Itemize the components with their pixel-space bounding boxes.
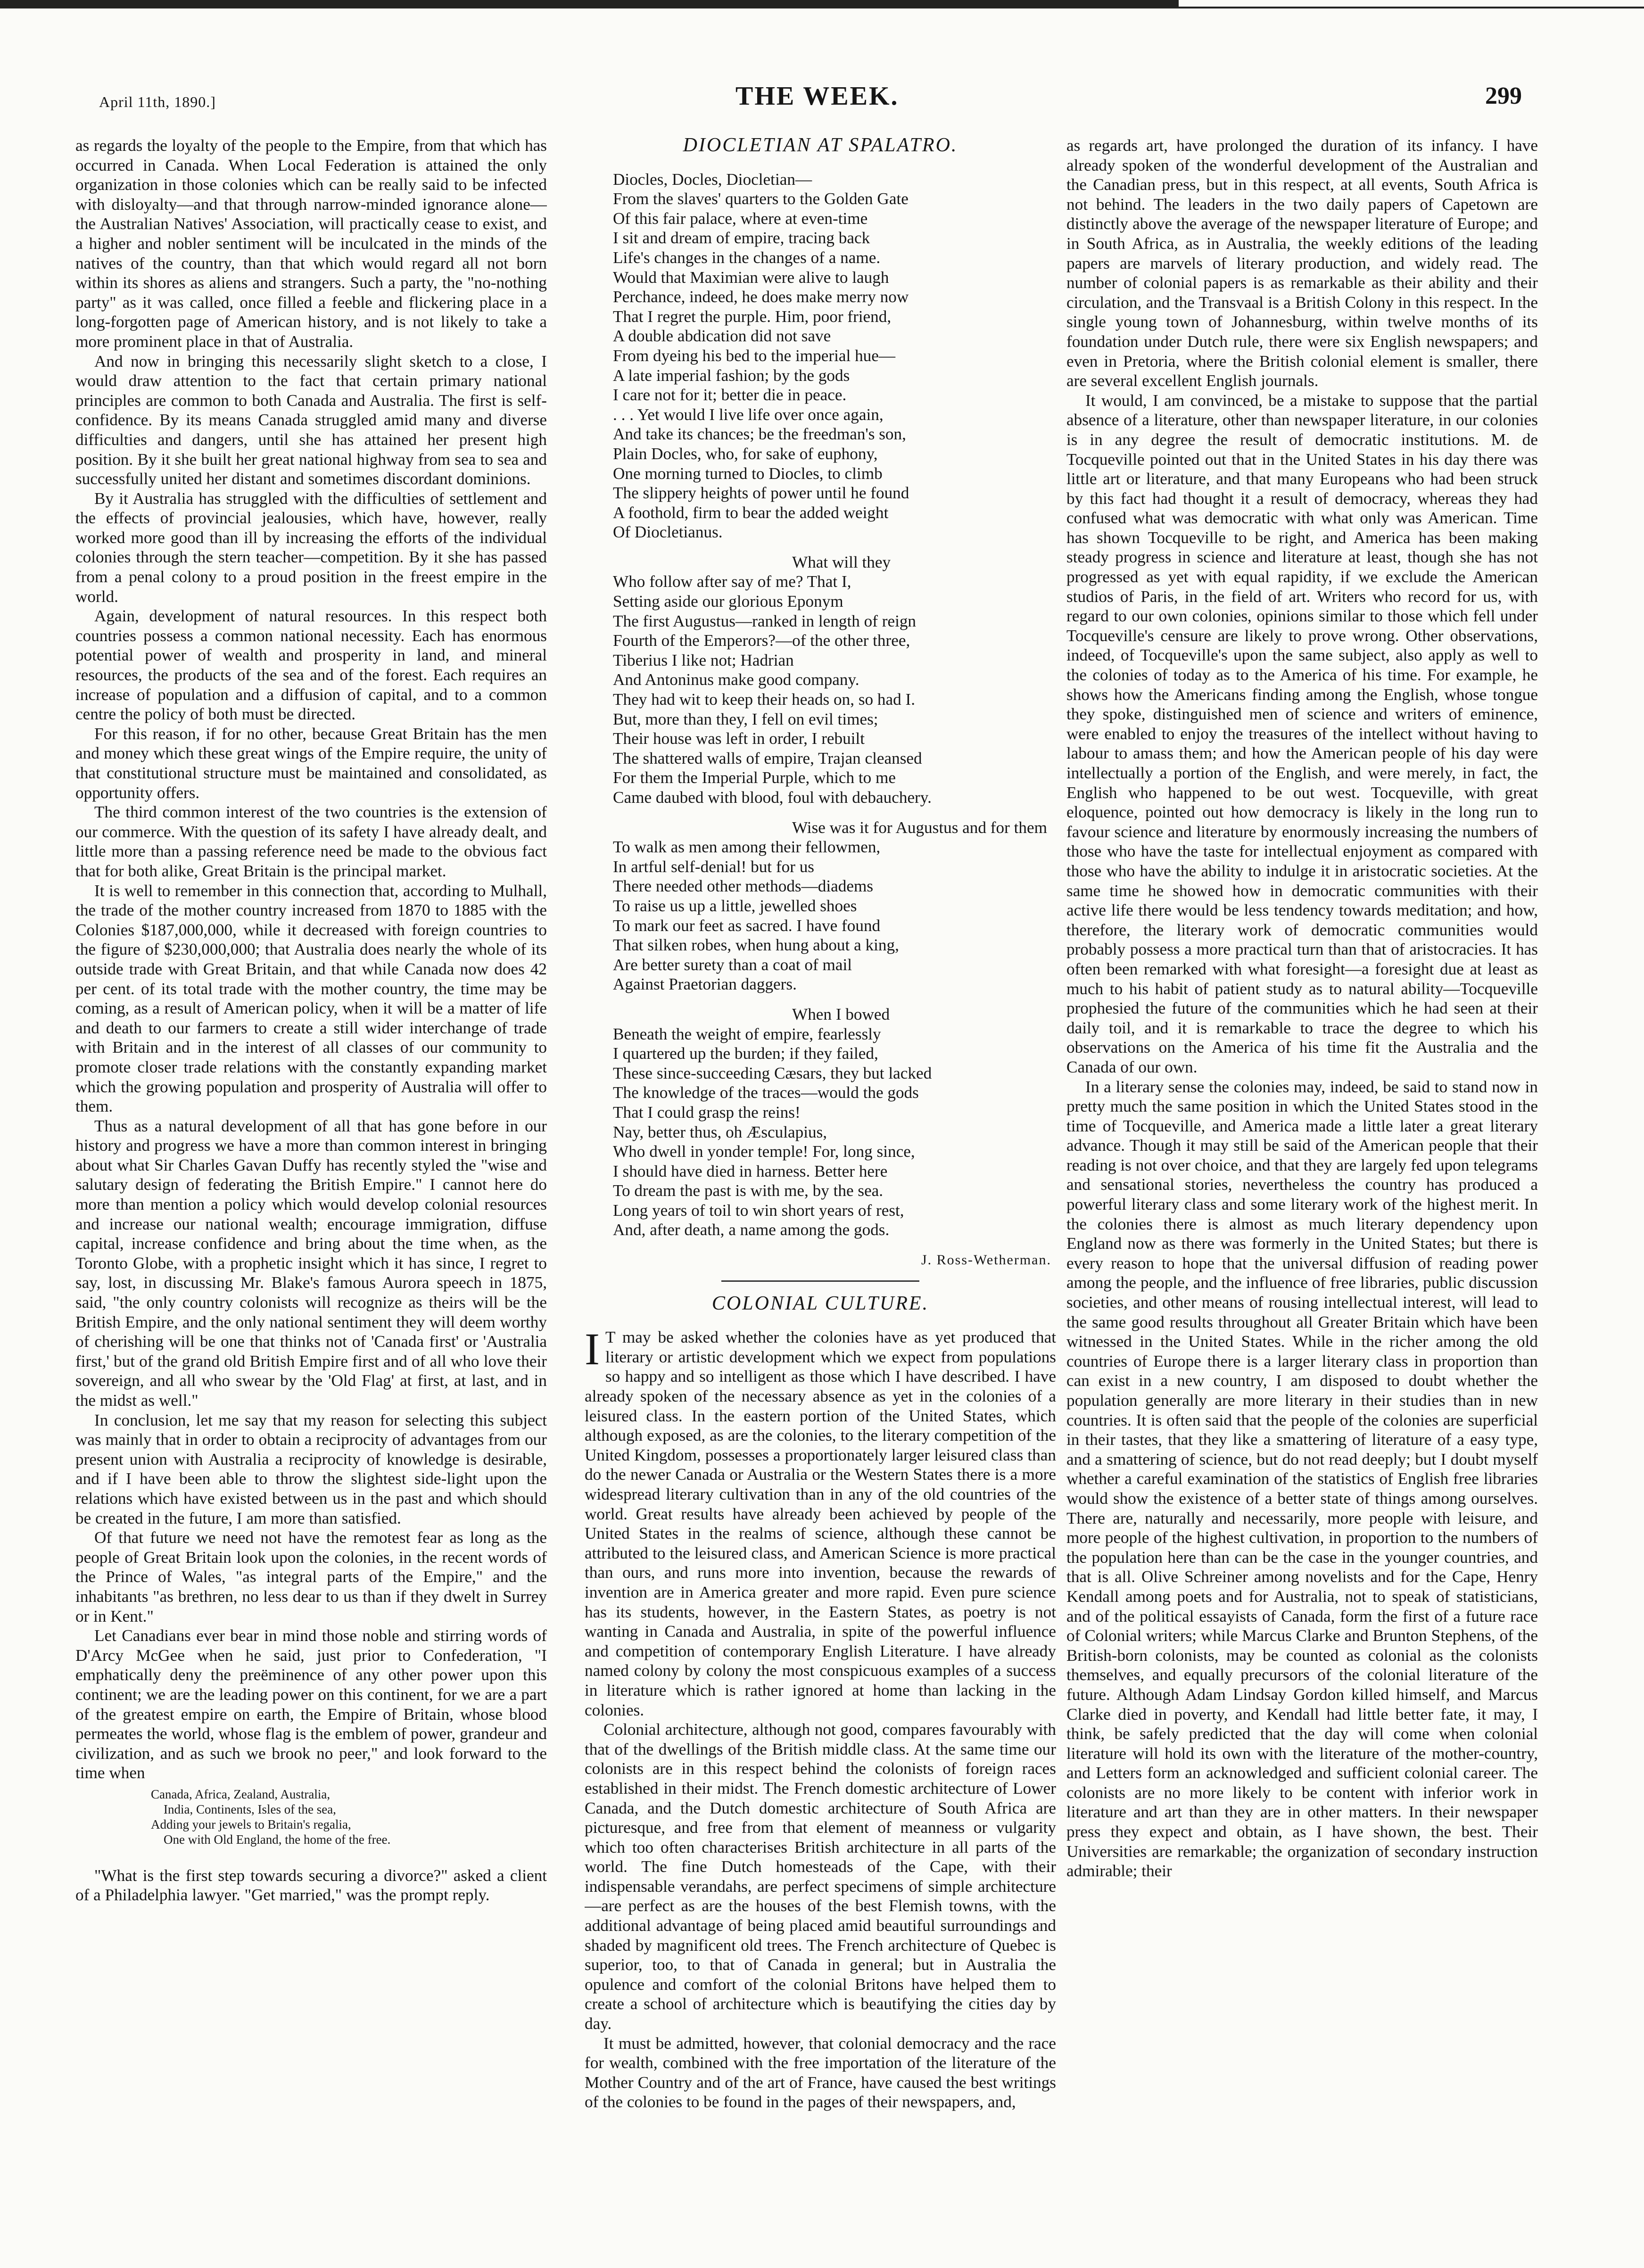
- poem-line: To dream the past is with me, by the sea.: [613, 1181, 884, 1200]
- column-2: [585, 136, 1056, 2224]
- poem-line: And take its chances; be the freedman's son,: [613, 425, 906, 444]
- poem-line: A double abdication did not save: [613, 327, 831, 346]
- poem-line: The first Augustus—ranked in length of reign: [613, 611, 917, 630]
- essay-paragraph: It must be admitted, however, that colonial democracy and the race for wealth, combined with the free importation of the literature of the Mother Country and of the art of France, have caused the best writings of the colonies to be found in the pages of their newspapers, and,: [585, 2034, 1056, 2111]
- essay-paragraph: In a literary sense the colonies may, indeed, be said to stand now in pretty much the same position in which the United States stood in the time of Tocqueville, and America made a little later a great literary advance. Though it may still be said of the American people that their reading is not over choice, and that they are largely fed upon telegrams and sensational stories, nevertheless the country has produced a powerful literary class and some literary work of the highest merit. In the colonies there is almost as much literary dependency upon England now as there was formerly in the United States; but there is every reason to hope that the universal diffusion of reading power among the people, and the influence of free libraries, public discussion societies, and other means of rousing intellectual interest, will lead to the same good results throughout all Greater Britain which have been witnessed in the United States. While in the richer among the old countries of Europe there is a larger literary class in proportion than can exist in a new country, I am disposed to doubt whether the population generally are more literary in their studies than in new countries. It is often said that the people of the colonies are superficial in their tastes, that they like a smattering of literature of a easy type, and a smattering of science, but do not read deeply; but I doubt myself whether a careful examination of the statistics of English free libraries would show the existence of a better state of things among ourselves. There are, naturally and necessarily, more people with leisure, and more people of the highest cultivation, in proportion to the numbers of the population here than can be the case in the younger countries, and that is all. Olive Schreiner among novelists and for the Cape, Henry Kendall among poets and for Australia, not to speak of statisticians, and of the political essayists of Canada, form the first of a future race of Colonial writers; while Marcus Clarke and Brunton Stephens, of the British-born colonists, may be counted as colonial as the colonists themselves, and equally precursors of the colonial literature of the future. Although Adam Lindsay Gordon killed himself, and Marcus Clarke died in poverty, and Kendall had little better fate, it may, I think, be safely predicted that the day will come when colonial literature will hold its own with the literature of the mother-country, and Letters form an acknowledged and sufficient colonial career. The colonists are no more likely to be content with inferior work in literature and art than they are in other matters. In their newspaper press they expect and obtain, as I have shown, the best. Their Universities are remarkable; the organization of secondary instruction admirable; their: [1066, 1077, 1538, 1880]
- poem-line: Fourth of the Emperors?—of the other three,: [613, 631, 910, 650]
- poem-line: There needed other methods—diadems: [613, 877, 874, 896]
- poem-line: Of this fair palace, where at even-time: [613, 209, 868, 228]
- essay-paragraph-text: T may be asked whether the colonies have as yet produced that literary or artistic development which we expect from populations so happy and so intelligent as those which I have described. I have already spoken of the necessary absence as yet in the colonies of a leisured class. In the eastern portion of the United States, which although exposed, as are the colonies, to the literary competition of the United Kingdom, possesses a proportionately larger leisured class than do the newer Canada or Australia or the Western States there is a more widespread literary cultivation than in any of the old countries of the world. Great results have already been achieved by people of the United States in the realms of science, although these cannot be attributed to the leisured class, and American Science is more practical than ours, and runs more into invention, because the rewards of invention are in America greater and more rapid. Even pure science has its students, however, in the Eastern States, as poetry is not wanting in Canada and Australia, in spite of the powerful influence and competition of contemporary English Literature. I have already named colony by colony the most conspicuous examples of a success in literature which is rather ignored at home than lacking in the colonies.: [585, 1328, 1056, 1719]
- poem-stanza: [613, 1005, 1056, 1240]
- poem-line: A late imperial fashion; by the gods: [613, 366, 850, 385]
- article-paragraph: Let Canadians ever bear in mind those noble and stirring words of D'Arcy McGee when he said, just prior to Confederation, "I emphatically deny the preëminence of any other power upon this continent; we are the leading power on this continent, for we are a part of the greatest empire on earth, the Empire of Britain, whose blood permeates the world, whose flag is the emblem of power, grandeur and civilization, and as such we brook no peer," and look forward to the time when: [75, 1626, 547, 1782]
- poem-line: Who dwell in yonder temple! For, long since,: [613, 1142, 915, 1161]
- poem-line: Against Praetorian daggers.: [613, 975, 797, 994]
- poem-line: From dyeing his bed to the imperial hue—: [613, 346, 896, 365]
- poem-line: To raise us up a little, jewelled shoes: [613, 896, 857, 915]
- poem-line: From the slaves' quarters to the Golden Gate: [613, 190, 909, 208]
- poem-line: I care not for it; better die in peace.: [613, 386, 847, 404]
- article-paragraph: For this reason, if for no other, because Great Britain has the men and money which these great wings of the Empire require, the unity of that constitutional structure must be maintained and consolidated, as opportunity offers.: [75, 724, 547, 802]
- poem-line: Perchance, indeed, he does make merry now: [613, 288, 909, 306]
- poem-line: The shattered walls of empire, Trajan cleansed: [613, 749, 922, 767]
- page-header: [71, 71, 1542, 123]
- poem-line: . . . Yet would I live life over once again,: [613, 405, 884, 424]
- poem-line: Who follow after say of me? That I,: [613, 572, 851, 591]
- poem-line: And, after death, a name among the gods.: [613, 1221, 890, 1239]
- column-3: [1066, 136, 1538, 2224]
- essay-title: COLONIAL CULTURE.: [711, 1292, 929, 1314]
- article-paragraph: Of that future we need not have the remotest fear as long as the people of Great Britain look upon the colonies, in the recent words of the Prince of Wales, "as integral parts of the Empire," and the inhabitants "as brethren, no less dear to us than if they dwelt in Surrey or in Kent.": [75, 1528, 547, 1625]
- poem-line: I should have died in harness. Better here: [613, 1162, 888, 1180]
- verse-line: Adding your jewels to Britain's regalia,: [151, 1817, 351, 1831]
- poem-line: Beneath the weight of empire, fearlessly: [613, 1024, 881, 1043]
- poem-line: That silken robes, when hung about a king,: [613, 936, 899, 955]
- page-number: 299: [1485, 82, 1522, 109]
- issue-date: April 11th, 1890.]: [99, 93, 216, 110]
- poem-line: I sit and dream of empire, tracing back: [613, 229, 870, 247]
- essay-paragraph: as regards art, have prolonged the duration of its infancy. I have already spoken of the wonderful development of the Australian and the Canadian press, but in this respect, at all events, South Africa is not behind. The leaders in the two daily papers of Capetown are distinctly above the average of the newspaper literature of Europe; and in South Africa, as in Australia, the weekly editions of the leading papers are marvels of literary production, and widely read. The number of colonial papers is as remarkable as their ability and their circulation, and the Transvaal is a British Colony in this respect. In the single young town of Johannesburg, within twelve months of its foundation under Dutch rule, there were six English newspapers; and even in Pretoria, where the British colonial element is smaller, there are several excellent English journals.: [1066, 136, 1538, 390]
- poem-line: That I could grasp the reins!: [613, 1103, 801, 1122]
- poem-line: To walk as men among their fellowmen,: [613, 838, 881, 857]
- article-paragraph: as regards the loyalty of the people to the Empire, from that which has occurred in Canada. When Local Federation is attained the only organization in those colonies which can be really said to be infected with disloyalty—and that through narrow-minded ignorance alone—the Australian Natives' Association, will practically cease to exist, and a higher and nobler sentiment will be inculcated in the minds of the natives of the country, than that which would regard all not born within its shores as aliens and strangers. Such a party, the "no-nothing party" as it was called, once filled a feeble and flickering place in a long-forgotten page of American history, and is not likely to take a more prominent place in that of Australia.: [75, 136, 547, 351]
- poem-line: And Antoninus make good company.: [613, 670, 859, 689]
- poem-line: For them the Imperial Purple, which to me: [613, 768, 896, 787]
- poem-stanza: [613, 553, 1056, 808]
- poem-line: The slippery heights of power until he found: [613, 484, 909, 503]
- poem-stanza: [613, 818, 1056, 994]
- article-paragraph: The third common interest of the two countries is the extension of our commerce. With the question of its safety I have already dealt, and little more than a passing reference need be made to the obvious fact that for both alike, Great Britain is the principal market.: [75, 803, 547, 880]
- poem-line: One morning turned to Diocles, to climb: [613, 464, 883, 483]
- poem-stanza: [613, 170, 1056, 542]
- poem-line: Of Diocletianus.: [613, 523, 723, 542]
- poem-line: Are better surety than a coat of mail: [613, 955, 852, 974]
- poem-line: Setting aside our glorious Eponym: [613, 592, 843, 611]
- poem-line: Diocles, Docles, Diocletian—: [613, 170, 812, 189]
- poem-line: In artful self-denial! but for us: [613, 857, 814, 876]
- poem-line: When I bowed: [792, 1005, 890, 1023]
- anecdote: "What is the first step towards securing a divorce?" asked a client of a Philadelphia lawyer. "Get married," was the prompt reply.: [75, 1866, 547, 1905]
- essay-paragraph: It would, I am convinced, be a mistake to suppose that the partial absence of a literature, other than newspaper literature, in our colonies is in any degree the result of democratic institutions. M. de Tocqueville pointed out that in the United States in his day there was little art or literature, and that many Europeans who had been struck by this fact had thought it a result of democracy, whereas they had confused what was democratic with what only was American. Time has shown Tocqueville to be right, and America has been making steady progress in science and literature at least, though she has not progressed as yet with equal rapidity, if we exclude the American studios of Paris, in the field of art. Writers who record for us, with regard to our own colonies, opinions similar to those which fell under Tocqueville's censure are likely to prove wrong. Other observations, indeed, of Tocqueville's upon the same subject, also apply as well to the colonies of today as to the America of his time. For example, he shows how the Americans finding among the English, whose tongue they spoke, distinguished men of science and writers of eminence, were enabled to enjoy the treasures of the intellect without having to labour to amass them; and how the American people of his day were intellectually a portion of the English, and were merely, in fact, the English who happened to be out west. Tocqueville, with great eloquence, pointed out how democracy is likely in the long run to favour science and literature by enormously increasing the numbers of those who have the taste for intellectual enjoyment as compared with those who have the ability to indulge it in aristocratic societies. At the same time he showed how in democratic communities with their active life there would be less tendency towards meditation; and how, therefore, the literary work of democratic communities would probably possess a more practical turn than that of aristocracies. It has often been remarked with what foresight—a foresight due at least as much to his habit of patient study as to natural ability—Tocqueville prophesied the future of the communities which he had seen at their daily toil, and it is remarkable to trace the degree to which his observations on the America of his time fit the Australia and the Canada of our own.: [1066, 391, 1538, 1076]
- poem-line: Wise was it for Augustus and for them: [792, 818, 1047, 837]
- poem-line: These since-succeeding Cæsars, they but lacked: [613, 1064, 932, 1082]
- article-paragraph: Again, development of natural resources. In this respect both countries possess a common national necessity. Each has enormous potential power of wealth and prosperity in land, and mineral resources, the products of the sea and of the forest. Each requires an increase of population and a diffusion of capital, and to a common centre the policy of both must be directed.: [75, 607, 547, 724]
- column-1: [75, 136, 547, 2224]
- verse-line: India, Continents, Isles of the sea,: [151, 1802, 336, 1816]
- article-paragraph: And now in bringing this necessarily slight sketch to a close, I would draw attention to the fact that certain primary national principles are common to both Canada and Australia. The first is self-confidence. By its means Canada struggled amid many and diverse difficulties and dangers, until she has attained her present high position. By it she built her great national highway from sea to sea and successfully united her distant and sometimes discordant dominions.: [75, 352, 547, 488]
- article-paragraph: By it Australia has struggled with the difficulties of settlement and the effects of provincial jealousies, which have, however, really worked more good than ill by increasing the efforts of the individual colonies through the stern teacher—competition. By it she has passed from a penal colony to a proud position in the freest empire in the world.: [75, 489, 547, 606]
- section-divider: [721, 1280, 919, 1282]
- poem-line: What will they: [792, 553, 891, 571]
- poem-line: They had wit to keep their heads on, so had I.: [613, 690, 916, 709]
- article-paragraph: It is well to remember in this connection that, according to Mulhall, the trade of the mother country increased from 1870 to 1885 with the Colonies $187,000,000, while it decreased with foreign countries to the figure of $230,000,000; that Australia does nearly the whole of its outside trade with Great Britain, and that while Canada now does 42 per cent. of its total trade with the mother country, the time may be coming, as a result of American policy, when it will be a matter of life and death to our farmers to create a still wider interchange of trade with Britain and in the interest of all classes of our community to promote closer trade relations with the constantly expanding market which the growing population and prosperity of Australia will offer to them.: [75, 881, 547, 1116]
- quoted-verse: [75, 1787, 547, 1847]
- poem-line: But, more than they, I fell on evil times;: [613, 709, 878, 728]
- poem-line: Their house was left in order, I rebuilt: [613, 729, 865, 748]
- publication-title: THE WEEK.: [735, 82, 899, 111]
- poem-line: A foothold, firm to bear the added weight: [613, 503, 889, 522]
- essay-paragraph: Colonial architecture, although not good, compares favourably with that of the dwellings of the British middle class. At the same time our colonists are in this respect behind the colonists of foreign races established in their midst. The French domestic architecture of Lower Canada, and the Dutch domestic architecture of South Africa are picturesque, and free from that element of meanness or vulgarity which too often characterises British architecture in all parts of the world. The fine Dutch homesteads of the Cape, with their indispensable verandahs, are perfect specimens of simple architecture—are perfect as are the houses of the best Flemish towns, with the additional advantage of being placed amid beautiful surroundings and shaded by magnificent old trees. The French architecture of Quebec is superior, too, to that of Canada in general; but in Australia the opulence and comfort of the colonial Britons have helped them to create a school of architecture which is beautifying the cities day by day.: [585, 1720, 1056, 2033]
- poem-line: Long years of toil to win short years of rest,: [613, 1201, 904, 1220]
- verse-line: One with Old England, the home of the free.: [151, 1832, 391, 1847]
- poem-title: DIOCLETIAN AT SPALATRO.: [683, 136, 958, 156]
- poem-line: Would that Maximian were alive to laugh: [613, 268, 889, 287]
- poem-line: The knowledge of the traces—would the gods: [613, 1083, 919, 1102]
- poem-line: To mark our feet as sacred. I have found: [613, 916, 881, 935]
- poem-line: Plain Docles, who, for sake of euphony,: [613, 444, 878, 463]
- drop-cap: I: [585, 1324, 600, 1375]
- essay-paragraph: [585, 1324, 1056, 1720]
- top-border-gap: [1179, 0, 1644, 7]
- poem-line: That I regret the purple. Him, poor friend,: [613, 307, 892, 326]
- poem-line: Nay, better thus, oh Æsculapius,: [613, 1122, 827, 1141]
- poem-author: J. Ross-Wetherman.: [921, 1252, 1051, 1268]
- article-paragraph: In conclusion, let me say that my reason for selecting this subject was mainly that in order to obtain a reciprocity of advantages from our present union with Australia a reciprocity of knowledge is desirable, and if I have been able to throw the slightest side-light upon the relations which have existed between us in the past and which should be created in the future, I am more than satisfied.: [75, 1410, 547, 1527]
- poem-line: I quartered up the burden; if they failed,: [613, 1044, 878, 1063]
- poem-line: Came daubed with blood, foul with debauchery.: [613, 788, 932, 807]
- poem-line: Life's changes in the changes of a name.: [613, 248, 881, 267]
- verse-line: Canada, Africa, Zealand, Australia,: [151, 1787, 330, 1801]
- poem-line: Tiberius I like not; Hadrian: [613, 651, 794, 669]
- article-paragraph: Thus as a natural development of all that has gone before in our history and progress we have a more than common interest in bringing about what Sir Charles Gavan Duffy has recently styled the "wise and salutary design of federating the British Empire." I cannot here do more than mention a policy which would develop colonial resources and increase our national wealth; encourage immigration, diffuse capital, increase confidence and bring about the time when, as the Toronto Globe, with a prophetic insight which it has since, I regret to say, lost, in discussing Mr. Blake's famous Aurora speech in 1875, said, "the only country colonists will recognize as theirs will be the British Empire, and the only national sentiment they will deem worthy of cherishing will be one that thinks not of 'Canada first' or 'Australia first,' but of the grand old British Empire first and of all who love their sovereign, and all who swear by the 'Old Flag' at first, at last, and in the midst as well.": [75, 1116, 547, 1410]
- poem: [585, 170, 1056, 1240]
